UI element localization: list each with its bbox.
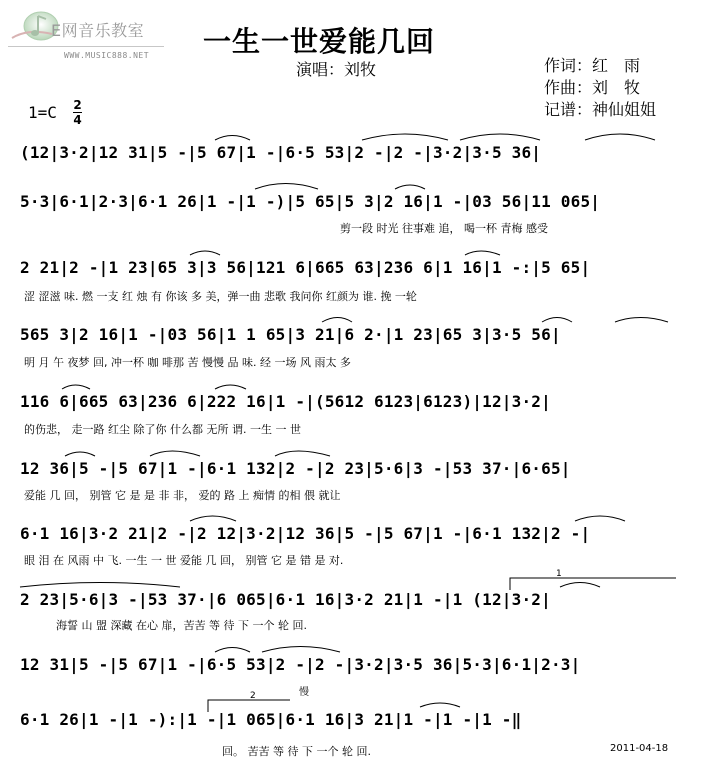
slur-arc — [215, 385, 246, 389]
volta-number-2: 2 — [250, 691, 256, 701]
staff-line-10: 6·1 26|1 -|1 -):|1 -|1 065|6·1 16|3 21|1 -|1 -|1 -‖ — [20, 710, 522, 729]
lyric-line-6: 爱能 几 回， 别管 它 是 是 非 非， 爱的 路 上 痴情 的相 偎 就让 — [24, 489, 341, 502]
site-name: E网音乐教室 — [51, 21, 145, 40]
slur-arc — [255, 184, 318, 190]
slur-arc — [395, 185, 425, 189]
slur-arc — [190, 516, 236, 521]
staff-line-7: 6·1 16|3·2 21|2 -|2 12|3·2|12 36|5 -|5 67|1 -|6·1 132|2 -| — [20, 524, 591, 543]
slur-arc — [275, 451, 330, 456]
slur-arc — [215, 136, 250, 141]
site-url: WWW.MUSIC888.NET — [64, 51, 150, 60]
singer-credit: 演唱：刘牧 — [296, 60, 377, 79]
slur-arc — [615, 318, 668, 323]
lyric-line-4: 明 月 午 夜梦 回, 冲一杯 咖 啡那 苦 慢慢 品 味. 经 一场 风 雨太 多 — [24, 356, 351, 369]
slur-arc — [20, 583, 180, 588]
slur-arc — [585, 134, 655, 140]
slur-arc — [362, 134, 448, 140]
staff-line-8: 2 23|5·6|3 -|53 37·|6 065|6·1 16|3·2 21|1 -|1 (12|3·2| — [20, 590, 551, 609]
song-title: 一生一世爱能几回 — [203, 25, 436, 58]
slur-arc — [322, 318, 352, 323]
lyricist-credit: 作词：红 雨 — [544, 56, 641, 75]
staff-line-5: 116 6|665 63|236 6|222 16|1 -|(5612 6123|6123)|12|3·2| — [20, 392, 551, 411]
slur-arc — [262, 647, 340, 653]
slur-arc — [560, 583, 600, 588]
lyric-line-10: 回。 苦苦 等 待 下 一个 轮 回. — [222, 745, 371, 758]
slur-arc — [465, 251, 500, 255]
slur-arc — [542, 318, 572, 323]
volta-bracket-2 — [208, 700, 290, 712]
lyric-line-3: 涩 涩滋 味. 燃 一支 红 烛 有 你该 多 美，弹一曲 悲歌 我问你 红颜为 谁. 挽 一轮 — [24, 290, 417, 303]
lyric-line-5: 的伤悲， 走一路 红尘 除了你 什么都 无所 谓. 一生 一 世 — [24, 423, 301, 436]
slur-arc — [150, 451, 200, 456]
staff-line-2: 5·3|6·1|2·3|6·1 26|1 -|1 -)|5 65|5 3|2 16|1 -|03 56|11 065| — [20, 192, 601, 211]
slur-arc — [575, 516, 625, 521]
lyric-line-8: 海誓 山 盟 深藏 在心 扉，苦苦 等 待 下 一个 轮 回. — [56, 619, 307, 632]
lyric-line-2: 剪一段 时光 往事难 追， 喝一杯 青梅 感受 — [340, 222, 548, 235]
volta-number-1: 1 — [556, 569, 562, 579]
tempo-mark: 慢 — [299, 687, 309, 698]
slur-arc — [215, 648, 250, 653]
time-signature-bottom: 4 — [73, 113, 82, 127]
staff-line-4: 565 3|2 16|1 -|03 56|1 1 65|3 21|6 2·|1 23|65 3|3·5 56| — [20, 325, 561, 344]
slur-arc — [460, 134, 540, 140]
slur-arc — [65, 452, 95, 456]
time-signature-top: 2 — [73, 98, 82, 112]
composer-credit: 作曲：刘 牧 — [544, 78, 641, 97]
staff-line-6: 12 36|5 -|5 67|1 -|6·1 132|2 -|2 23|5·6|3 -|53 37·|6·65| — [20, 459, 571, 478]
slur-arc — [62, 385, 90, 389]
lyric-line-7: 眼 泪 在 风雨 中 飞. 一生 一 世 爱能 几 回， 别管 它 是 错 是 对. — [24, 554, 344, 567]
slur-arc — [420, 703, 460, 707]
transcriber-credit: 记谱：神仙姐姐 — [544, 100, 657, 119]
staff-line-3: 2 21|2 -|1 23|65 3|3 56|121 6|665 63|236 6|1 16|1 -:|5 65| — [20, 258, 591, 277]
key-signature: 1=C — [28, 103, 57, 122]
staff-line-1: (12|3·2|12 31|5 -|5 67|1 -|6·5 53|2 -|2 -|3·2|3·5 36| — [20, 143, 542, 162]
transcription-date: 2011-04-18 — [610, 743, 669, 754]
slur-arc — [190, 251, 220, 255]
staff-line-9: 12 31|5 -|5 67|1 -|6·5 53|2 -|2 -|3·2|3·5 36|5·3|6·1|2·3| — [20, 655, 581, 674]
